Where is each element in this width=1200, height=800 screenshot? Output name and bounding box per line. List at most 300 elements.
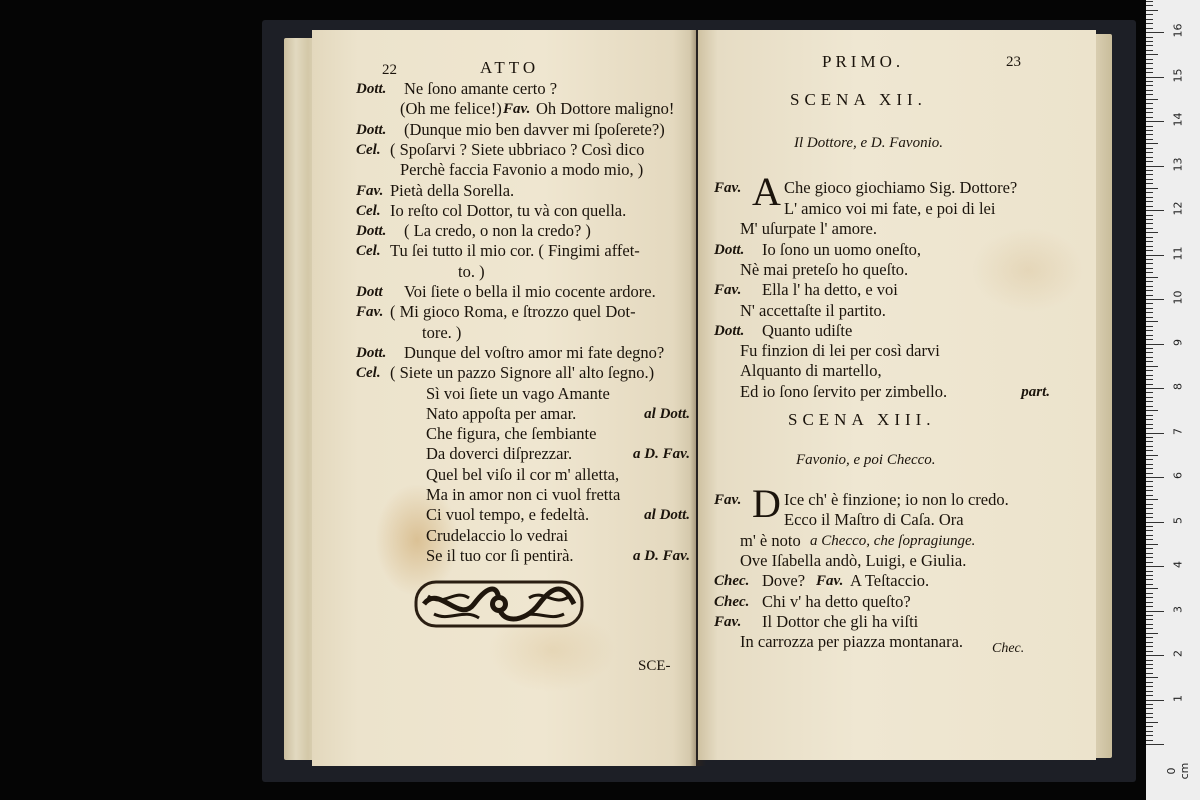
speaker-label: Dott. <box>714 241 745 258</box>
line-text: Alquanto di martello, <box>740 361 882 381</box>
ruler-tick <box>1146 415 1153 416</box>
ruler-tick <box>1146 312 1153 313</box>
text-line <box>312 343 696 363</box>
text-line <box>698 240 1096 260</box>
ruler-label: 5 <box>1171 516 1185 524</box>
ruler-tick <box>1146 686 1153 687</box>
ruler-tick <box>1146 522 1164 523</box>
ruler-label: 9 <box>1171 338 1185 346</box>
ruler-tick <box>1146 664 1153 665</box>
text-line <box>312 526 696 546</box>
text-line <box>312 363 696 383</box>
ruler-tick <box>1146 228 1153 229</box>
speaker-label: Fav. <box>714 180 742 196</box>
text-line <box>312 140 696 160</box>
ruler-tick <box>1146 584 1153 585</box>
line-text: In carrozza per piazza montanara. <box>740 632 964 652</box>
ruler-tick <box>1146 566 1164 567</box>
line-text: to. ) <box>458 261 485 281</box>
ruler-tick <box>1146 255 1164 256</box>
ruler-tick <box>1146 455 1158 456</box>
ruler-tick <box>1146 593 1153 594</box>
ruler-tick <box>1146 397 1153 398</box>
ruler-tick <box>1146 428 1153 429</box>
ruler-tick <box>1146 731 1153 732</box>
ruler-label: 16 <box>1171 23 1185 38</box>
ruler-tick <box>1146 433 1164 434</box>
ruler-label: 7 <box>1171 427 1185 435</box>
text-line <box>698 592 1096 612</box>
ruler-tick <box>1146 504 1153 505</box>
scene-characters: Favonio, e poi Checco. <box>796 452 936 468</box>
catchword: SCE- <box>638 658 671 674</box>
ruler-tick <box>1146 201 1153 202</box>
ruler-tick <box>1146 277 1158 278</box>
ruler-tick <box>1146 72 1153 73</box>
speaker-label: Cel. <box>356 365 381 382</box>
ruler-tick <box>1146 32 1164 33</box>
ruler-tick <box>1146 77 1164 78</box>
ruler-tick <box>1146 99 1158 100</box>
ruler-tick <box>1146 575 1153 576</box>
line-text: Nato appoſta per amar. <box>426 403 577 423</box>
text-line <box>312 384 696 404</box>
line-text: Ci vuol tempo, e fedeltà. <box>426 505 590 525</box>
stage-direction: part. <box>1021 383 1050 400</box>
text-line <box>698 260 1096 280</box>
ruler-tick <box>1146 348 1153 349</box>
scene-title: SCENA XIII. <box>788 410 936 429</box>
text-line <box>312 181 696 201</box>
line-text: Nè mai preteſo ho queſto. <box>740 259 909 279</box>
ruler-tick <box>1146 437 1153 438</box>
scene-characters: Il Dottore, e D. Favonio. <box>794 135 943 151</box>
ruler-tick <box>1146 246 1153 247</box>
text-line <box>312 160 696 180</box>
ruler-tick <box>1146 139 1153 140</box>
speaker-label: Fav. <box>356 304 384 321</box>
right-page <box>698 30 1096 760</box>
ruler-tick <box>1146 651 1153 652</box>
ruler-tick <box>1146 517 1153 518</box>
left-page <box>312 30 696 766</box>
ruler-tick <box>1146 401 1153 402</box>
ruler-tick <box>1146 206 1153 207</box>
ruler-label: 12 <box>1171 201 1185 216</box>
ruler-tick <box>1146 215 1153 216</box>
line-text: Da doverci diſprezzar. <box>426 444 573 464</box>
ruler-tick <box>1146 557 1153 558</box>
ruler-tick <box>1146 660 1153 661</box>
ruler-label: 4 <box>1171 561 1185 568</box>
ruler-tick <box>1146 121 1164 122</box>
page-number: 22 <box>382 62 397 78</box>
ruler-tick <box>1146 508 1153 509</box>
ruler-tick <box>1146 579 1153 580</box>
ruler-tick <box>1146 410 1158 411</box>
ruler-tick <box>1146 59 1153 60</box>
line-text: (Oh me felice!) <box>400 99 502 119</box>
ruler-label: 15 <box>1171 68 1185 82</box>
line-text: Quanto udiſte <box>762 320 853 340</box>
ruler-label: 0 cm <box>1165 762 1191 780</box>
ruler-tick <box>1146 268 1153 269</box>
ruler-tick <box>1146 588 1158 589</box>
line-text: ( La credo, o non la credo? ) <box>404 221 591 241</box>
ruler-tick <box>1146 335 1153 336</box>
ruler-tick <box>1146 148 1153 149</box>
ruler-tick <box>1146 192 1153 193</box>
line-text: Quel bel viſo il cor m' alletta, <box>426 464 620 484</box>
ruler-tick <box>1146 290 1153 291</box>
line-text: Oh Dottore maligno! <box>536 99 675 119</box>
ruler-tick <box>1146 379 1153 380</box>
ruler-tick <box>1146 103 1153 104</box>
ruler-tick <box>1146 740 1153 741</box>
ruler-tick <box>1146 717 1153 718</box>
line-text: Il Dottor che gli ha viſti <box>762 611 919 631</box>
scene-title: SCENA XII. <box>790 90 927 109</box>
ruler-tick <box>1146 539 1153 540</box>
ruler-tick <box>1146 606 1153 607</box>
ruler-tick <box>1146 152 1153 153</box>
ruler-tick <box>1146 530 1153 531</box>
ruler-tick <box>1146 691 1153 692</box>
ornament-icon <box>414 578 584 630</box>
text-line <box>312 79 696 99</box>
ruler-tick <box>1146 45 1153 46</box>
ruler-tick <box>1146 419 1153 420</box>
speaker-label: Cel. <box>356 202 381 219</box>
ruler-tick <box>1146 735 1153 736</box>
line-text: Perchè faccia Favonio a modo mio, ) <box>400 160 644 180</box>
ruler-tick <box>1146 375 1153 376</box>
ruler-tick <box>1146 183 1153 184</box>
ruler-tick <box>1146 490 1153 491</box>
line-text: Pietà della Sorella. <box>390 180 515 200</box>
ruler-tick <box>1146 597 1153 598</box>
ruler-tick <box>1146 459 1153 460</box>
ruler-label: 10 <box>1171 290 1185 305</box>
line-text: Ne ſono amante certo ? <box>404 79 558 98</box>
line-text: Che gioco giochiamo Sig. Dottore? <box>784 178 1018 197</box>
ruler-tick <box>1146 94 1153 95</box>
ruler-label: 1 <box>1171 694 1185 702</box>
ruler-tick <box>1146 548 1153 549</box>
ruler-tick <box>1146 535 1153 536</box>
ruler-tick <box>1146 370 1153 371</box>
speaker-label: Fav. <box>356 182 384 199</box>
speaker-label: Fav. <box>714 492 742 508</box>
speaker-label: Fav. <box>714 282 742 299</box>
ruler-tick <box>1146 446 1153 447</box>
drop-capital: D <box>752 481 781 526</box>
ruler-label: 13 <box>1171 157 1185 171</box>
ruler-tick <box>1146 624 1153 625</box>
line-text: ( Spoſarvi ? Siete ubbriaco ? Così dico <box>390 139 645 159</box>
ruler-tick <box>1146 54 1158 55</box>
speaker-label: Cel. <box>356 141 381 158</box>
text-line <box>698 301 1096 321</box>
speaker-label: Dott. <box>356 223 387 240</box>
ruler-tick <box>1146 357 1153 358</box>
ruler-tick <box>1146 330 1153 331</box>
ruler-tick <box>1146 544 1158 545</box>
line-text: Ella l' ha detto, e voi <box>762 280 898 300</box>
ruler-tick <box>1146 272 1153 273</box>
ruler-tick <box>1146 486 1153 487</box>
text-line <box>312 221 696 241</box>
ruler-tick <box>1146 10 1158 11</box>
measurement-ruler <box>1146 0 1200 800</box>
line-text: Io ſono un uomo oneſto, <box>762 239 922 259</box>
line-text: Dove? <box>762 571 806 591</box>
text-line <box>698 321 1096 341</box>
running-header: PRIMO. <box>822 52 905 71</box>
ruler-tick <box>1146 700 1164 701</box>
ruler-label: 2 <box>1171 650 1185 657</box>
line-text: Io reſto col Dottor, tu và con quella. <box>390 200 627 220</box>
line-text: Ove Iſabella andò, Luigi, e Giulia. <box>740 550 967 570</box>
line-text: M' uſurpate l' amore. <box>740 219 877 239</box>
ruler-tick <box>1146 384 1153 385</box>
speaker-label: Dott. <box>356 121 387 138</box>
ruler-tick <box>1146 232 1158 233</box>
ruler-tick <box>1146 406 1153 407</box>
ruler-tick <box>1146 223 1153 224</box>
line-text: tore. ) <box>422 322 462 342</box>
line-text: ( Mi gioco Roma, e ſtrozzo quel Dot- <box>390 302 636 322</box>
line-text: Se il tuo cor ſi pentirà. <box>426 545 574 565</box>
stage-direction: a Checco, che ſopragiunge. <box>810 532 976 549</box>
line-text: Sì voi ſiete un vago Amante <box>426 383 610 403</box>
ruler-label: 14 <box>1171 112 1185 127</box>
speaker-label: Cel. <box>356 243 381 260</box>
line-text: L' amico voi mi fate, e poi di lei <box>784 199 996 218</box>
text-line <box>698 632 1096 652</box>
ruler-tick <box>1146 642 1153 643</box>
text-line <box>698 531 1096 551</box>
ruler-tick <box>1146 441 1153 442</box>
text-line <box>312 444 696 464</box>
ruler-tick <box>1146 713 1153 714</box>
text-line <box>698 510 1096 530</box>
ruler-tick <box>1146 68 1153 69</box>
line-text: (Dunque mio ben davver mi ſpoſerete?) <box>404 119 665 139</box>
ruler-tick <box>1146 352 1153 353</box>
text-line <box>698 571 1096 591</box>
ruler-tick <box>1146 28 1153 29</box>
ruler-label: 11 <box>1171 246 1185 260</box>
ruler-tick <box>1146 677 1158 678</box>
text-line <box>312 546 696 566</box>
ruler-tick <box>1146 366 1158 367</box>
line-text: Chi v' ha detto queſto? <box>762 591 911 611</box>
ruler-tick <box>1146 726 1153 727</box>
ruler-tick <box>1146 90 1153 91</box>
ruler-tick <box>1146 41 1153 42</box>
ruler-tick <box>1146 392 1153 393</box>
ruler-tick <box>1146 317 1153 318</box>
line-text: A Teſtaccio. <box>850 571 930 591</box>
ruler-tick <box>1146 499 1158 500</box>
ruler-tick <box>1146 628 1153 629</box>
page-number: 23 <box>1006 54 1021 70</box>
ruler-tick <box>1146 197 1153 198</box>
line-text: m' è noto <box>740 530 801 550</box>
speaker-label: Dott. <box>356 344 387 361</box>
stage-direction: a D. Fav. <box>633 547 690 564</box>
line-text: Tu ſei tutto il mio cor. ( Fingimi affet- <box>390 241 640 261</box>
text-line <box>698 361 1096 381</box>
line-text: Fu finzion di lei per così darvi <box>740 341 940 361</box>
ruler-tick <box>1146 157 1153 158</box>
speaker-label: Dott <box>356 284 383 300</box>
text-line <box>312 262 696 282</box>
ruler-tick <box>1146 237 1153 238</box>
ruler-tick <box>1146 130 1153 131</box>
ruler-tick <box>1146 668 1153 669</box>
ruler-tick <box>1146 5 1153 6</box>
ruler-tick <box>1146 562 1153 563</box>
ruler-tick <box>1146 513 1153 514</box>
text-line <box>312 302 696 322</box>
line-text: Ecco il Maſtro di Caſa. Ora <box>784 510 964 530</box>
ruler-tick <box>1146 179 1153 180</box>
ruler-tick <box>1146 303 1153 304</box>
ruler-tick <box>1146 424 1153 425</box>
ruler-tick <box>1146 63 1153 64</box>
line-text: Ed io ſono ſervito per zimbello. <box>740 381 948 401</box>
ruler-tick <box>1146 526 1153 527</box>
ruler-tick <box>1146 722 1158 723</box>
ruler-tick <box>1146 188 1158 189</box>
ruler-tick <box>1146 295 1153 296</box>
stage-direction: al Dott. <box>644 405 690 422</box>
text-line <box>312 465 696 485</box>
ruler-tick <box>1146 637 1153 638</box>
text-line <box>698 280 1096 300</box>
speaker-label: Chec. <box>714 573 750 590</box>
ruler-tick <box>1146 619 1153 620</box>
ruler-tick <box>1146 321 1158 322</box>
ruler-tick <box>1146 166 1164 167</box>
ruler-tick <box>1146 299 1164 300</box>
ruler-tick <box>1146 308 1153 309</box>
ruler-tick <box>1146 170 1153 171</box>
running-header: ATTO <box>480 58 540 77</box>
ruler-tick <box>1146 673 1153 674</box>
ruler-tick <box>1146 553 1153 554</box>
line-text: Che figura, che ſembiante <box>426 424 597 444</box>
text-line <box>312 201 696 221</box>
speaker-label: Fav. <box>714 613 742 630</box>
line-text: Crudelaccio lo vedrai <box>426 525 569 545</box>
text-line <box>312 99 696 119</box>
ruler-tick <box>1146 326 1153 327</box>
ruler-tick <box>1146 477 1164 478</box>
ruler-tick <box>1146 250 1153 251</box>
ruler-tick <box>1146 1 1153 2</box>
ruler-tick <box>1146 744 1164 745</box>
ruler-tick <box>1146 37 1153 38</box>
ruler-tick <box>1146 161 1153 162</box>
text-line <box>312 404 696 424</box>
text-line <box>312 323 696 343</box>
ruler-tick <box>1146 571 1153 572</box>
ruler-tick <box>1146 495 1153 496</box>
speaker-label: Fav. <box>816 573 844 590</box>
ruler-tick <box>1146 259 1153 260</box>
stage-direction: al Dott. <box>644 507 690 524</box>
text-line <box>312 505 696 525</box>
text-line <box>698 551 1096 571</box>
ruler-tick <box>1146 81 1153 82</box>
text-line <box>312 282 696 302</box>
text-line <box>698 612 1096 632</box>
ruler-tick <box>1146 14 1153 15</box>
stage-direction: a D. Fav. <box>633 446 690 463</box>
ruler-label: 3 <box>1171 605 1185 613</box>
ruler-label: 6 <box>1171 472 1185 479</box>
ruler-tick <box>1146 108 1153 109</box>
line-text: ( Siete un pazzo Signore all' alto ſegno.) <box>390 363 655 383</box>
catchword: Chec. <box>992 641 1025 656</box>
ruler-tick <box>1146 286 1153 287</box>
text-line <box>312 120 696 140</box>
ruler-tick <box>1146 464 1153 465</box>
ruler-tick <box>1146 450 1153 451</box>
ruler-tick <box>1146 708 1153 709</box>
ruler-tick <box>1146 695 1153 696</box>
speaker-label: Dott. <box>356 81 387 97</box>
ruler-tick <box>1146 19 1153 20</box>
line-text: N' accettaſte il partito. <box>740 300 886 320</box>
ruler-tick <box>1146 704 1153 705</box>
ruler-tick <box>1146 85 1153 86</box>
ruler-tick <box>1146 219 1153 220</box>
ruler-tick <box>1146 241 1153 242</box>
ruler-tick <box>1146 602 1153 603</box>
ruler-tick <box>1146 126 1153 127</box>
speaker-label: Chec. <box>714 593 750 610</box>
ruler-tick <box>1146 50 1153 51</box>
ruler-tick <box>1146 473 1153 474</box>
ruler-tick <box>1146 339 1153 340</box>
ruler-tick <box>1146 388 1164 389</box>
line-text: Dunque del voſtro amor mi fate degno? <box>404 342 665 362</box>
line-text: Ice ch' è finzione; io non lo credo. <box>784 490 1009 509</box>
speaker-label: Fav. <box>503 101 531 118</box>
ruler-tick <box>1146 615 1153 616</box>
ruler-tick <box>1146 633 1158 634</box>
ruler-tick <box>1146 281 1153 282</box>
text-line <box>312 424 696 444</box>
line-text: Voi ſiete o bella il mio cocente ardore. <box>404 282 656 301</box>
drop-capital: A <box>752 169 781 214</box>
ruler-tick <box>1146 210 1164 211</box>
ruler-tick <box>1146 134 1153 135</box>
text-line <box>312 241 696 261</box>
ruler-tick <box>1146 174 1153 175</box>
ruler-tick <box>1146 23 1153 24</box>
ruler-tick <box>1146 117 1153 118</box>
ruler-tick <box>1146 611 1164 612</box>
text-line <box>698 341 1096 361</box>
ruler-tick <box>1146 112 1153 113</box>
ruler-tick <box>1146 655 1164 656</box>
ruler-tick <box>1146 682 1153 683</box>
